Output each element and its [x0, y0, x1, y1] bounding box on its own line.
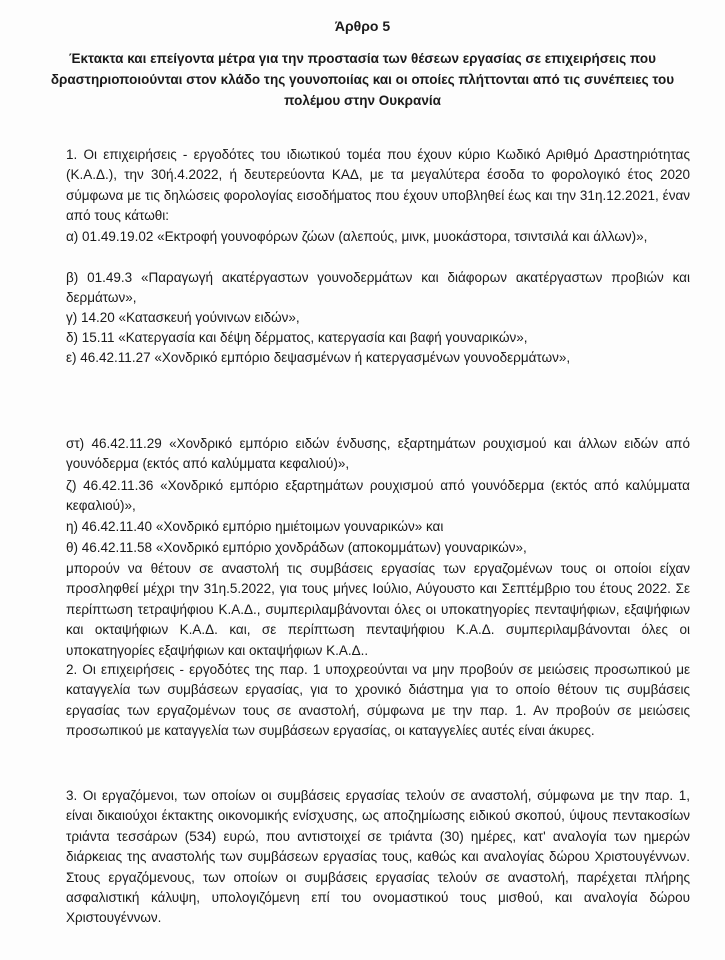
section-1-closing — [66, 559, 690, 661]
list-item-d: δ) 15.11 «Κατεργασία και δέψη δέρματος, κατεργασία και βαφή γουναρικών», — [66, 330, 528, 345]
list-item-e: ε) 46.42.11.27 «Χονδρικό εμπόριο δεψασμένων ή κατεργασμένων γουνοδερμάτων», — [66, 350, 571, 365]
section-1-intro — [66, 145, 690, 227]
item-b-block — [66, 268, 690, 309]
item-d-block — [66, 328, 690, 348]
paragraph-1-intro: 1. Οι επιχειρήσεις - εργοδότες του ιδιωτικού τομέα που έχουν κύριο Κωδικό Αριθμό Δραστηριότητας (Κ.Α.Δ.), την 30ή.4.2022, ή δευτερεύοντα ΚΑΔ, με τα μεγαλύτερα έσοδα το φορολογικό έτος 2020 σύμφωνα με τις δηλώσεις φορολογίας εισοδήματος που έχουν υποβληθεί έως και την 31η.12.2021, έναν από τους κάτωθι: — [66, 147, 690, 224]
item-i-block — [66, 517, 690, 537]
article-heading: Έκτακτα και επείγοντα μέτρα για την προστασία των θέσεων εργασίας σε επιχειρήσεις που δραστηριοποιούνται στον κλάδο της γουνοποιίας και οι οποίες πλήττονται από τις συνέπειες του πολέμου στην Ουκρανία — [50, 51, 675, 108]
paragraph-1-closing: μπορούν να θέτουν σε αναστολή τις συμβάσεις εργασίας των εργαζομένων τους οι οποίοι είχαν προσληφθεί μέχρι την 31η.5.2022, για τους μήνες Ιούλιο, Αύγουστο και Σεπτέμβριο του έτους 2022. Σε περίπτωση τετραψήφιου Κ.Α.Δ., συμπεριλαμβάνονται όλες οι υποκατηγορίες πενταψήφιων, εξαψήφιων και οκταψήφιων Κ.Α.Δ. και, σε περίπτωση πενταψήφιου Κ.Α.Δ. συμπεριλαμβάνονται όλες οι υποκατηγορίες εξαψήφιων και οκταψήφιων Κ.Α.Δ.. — [66, 561, 690, 658]
item-a-block — [66, 227, 690, 247]
list-item-a: α) 01.49.19.02 «Εκτροφή γουνοφόρων ζώων (αλεπούς, μινκ, μυοκάστορα, τσιντσιλά και άλλων)», — [66, 229, 648, 244]
item-st-block — [66, 434, 690, 475]
list-item-z: ζ) 46.42.11.36 «Χονδρικό εμπόριο εξαρτημάτων ρουχισμού από γουνόδερμα (εκτός από καλύμματα κεφαλιού)», — [66, 478, 690, 514]
item-c-block — [66, 308, 690, 328]
paragraph-3: 3. Οι εργαζόμενοι, των οποίων οι συμβάσεις εργασίας τελούν σε αναστολή, σύμφωνα με την παρ. 1, είναι δικαιούχοι έκτακτης οικονομικής ενίσχυσης, ως αποζημίωσης ειδικού σκοπού, ύψους πεντακοσίων τριάντα τεσσάρων (534) ευρώ, που αντιστοιχεί σε τριάντα (30) ημέρες, κατ' αναλογία των ημερών διάρκειας της αναστολής των συμβάσεων εργασίας τους, καθώς και αναλογίας δώρου Χριστουγέννων. Στους εργαζόμενους, των οποίων οι συμβάσεις εργασίας τελούν σε αναστολή, παρέχεται πλήρης ασφαλιστική κάλυψη, υπολογιζόμενη επί του ονομαστικού τους μισθού, και αναλογία δώρου Χριστουγέννων. — [66, 788, 690, 926]
paragraph-2: 2. Οι επιχειρήσεις - εργοδότες της παρ. 1 υποχρεούνται να μην προβούν σε μειώσεις προσωπικού με καταγγελία των συμβάσεων εργασίας, για το χρονικό διάστημα για το οποίο θέτουν τις συμβάσεις εργασίας των εργαζομένων τους σε αναστολή, σύμφωνα με την παρ. 1. Αν προβούν σε μειώσεις προσωπικού με καταγγελία των συμβάσεων εργασίας, οι καταγγελίες αυτές είναι άκυρες. — [66, 662, 690, 739]
list-item-st: στ) 46.42.11.29 «Χονδρικό εμπόριο ειδών ένδυσης, εξαρτημάτων ρουχισμού και άλλων ειδών από γουνόδερμα (εκτός από καλύμματα κεφαλιού)», — [66, 436, 690, 472]
article-title: Άρθρο 5 — [334, 18, 391, 34]
section-2 — [66, 660, 690, 742]
list-item-b: β) 01.49.3 «Παραγωγή ακατέργαστων γουνοδερμάτων και διάφορων ακατέργαστων προβιών και δερμάτων», — [66, 270, 690, 306]
section-3 — [66, 786, 690, 929]
item-z-block — [66, 476, 690, 517]
list-item-th: θ) 46.42.11.58 «Χονδρικό εμπόριο χονδράδων (αποκομμάτων) γουναρικών», — [66, 540, 527, 555]
item-e-block — [66, 348, 690, 368]
list-item-c: γ) 14.20 «Κατασκευή γούνινων ειδών», — [66, 310, 300, 325]
list-item-i: η) 46.42.11.40 «Χονδρικό εμπόριο ημιέτοιμων γουναρικών» και — [66, 519, 444, 534]
item-th-block — [66, 538, 690, 558]
